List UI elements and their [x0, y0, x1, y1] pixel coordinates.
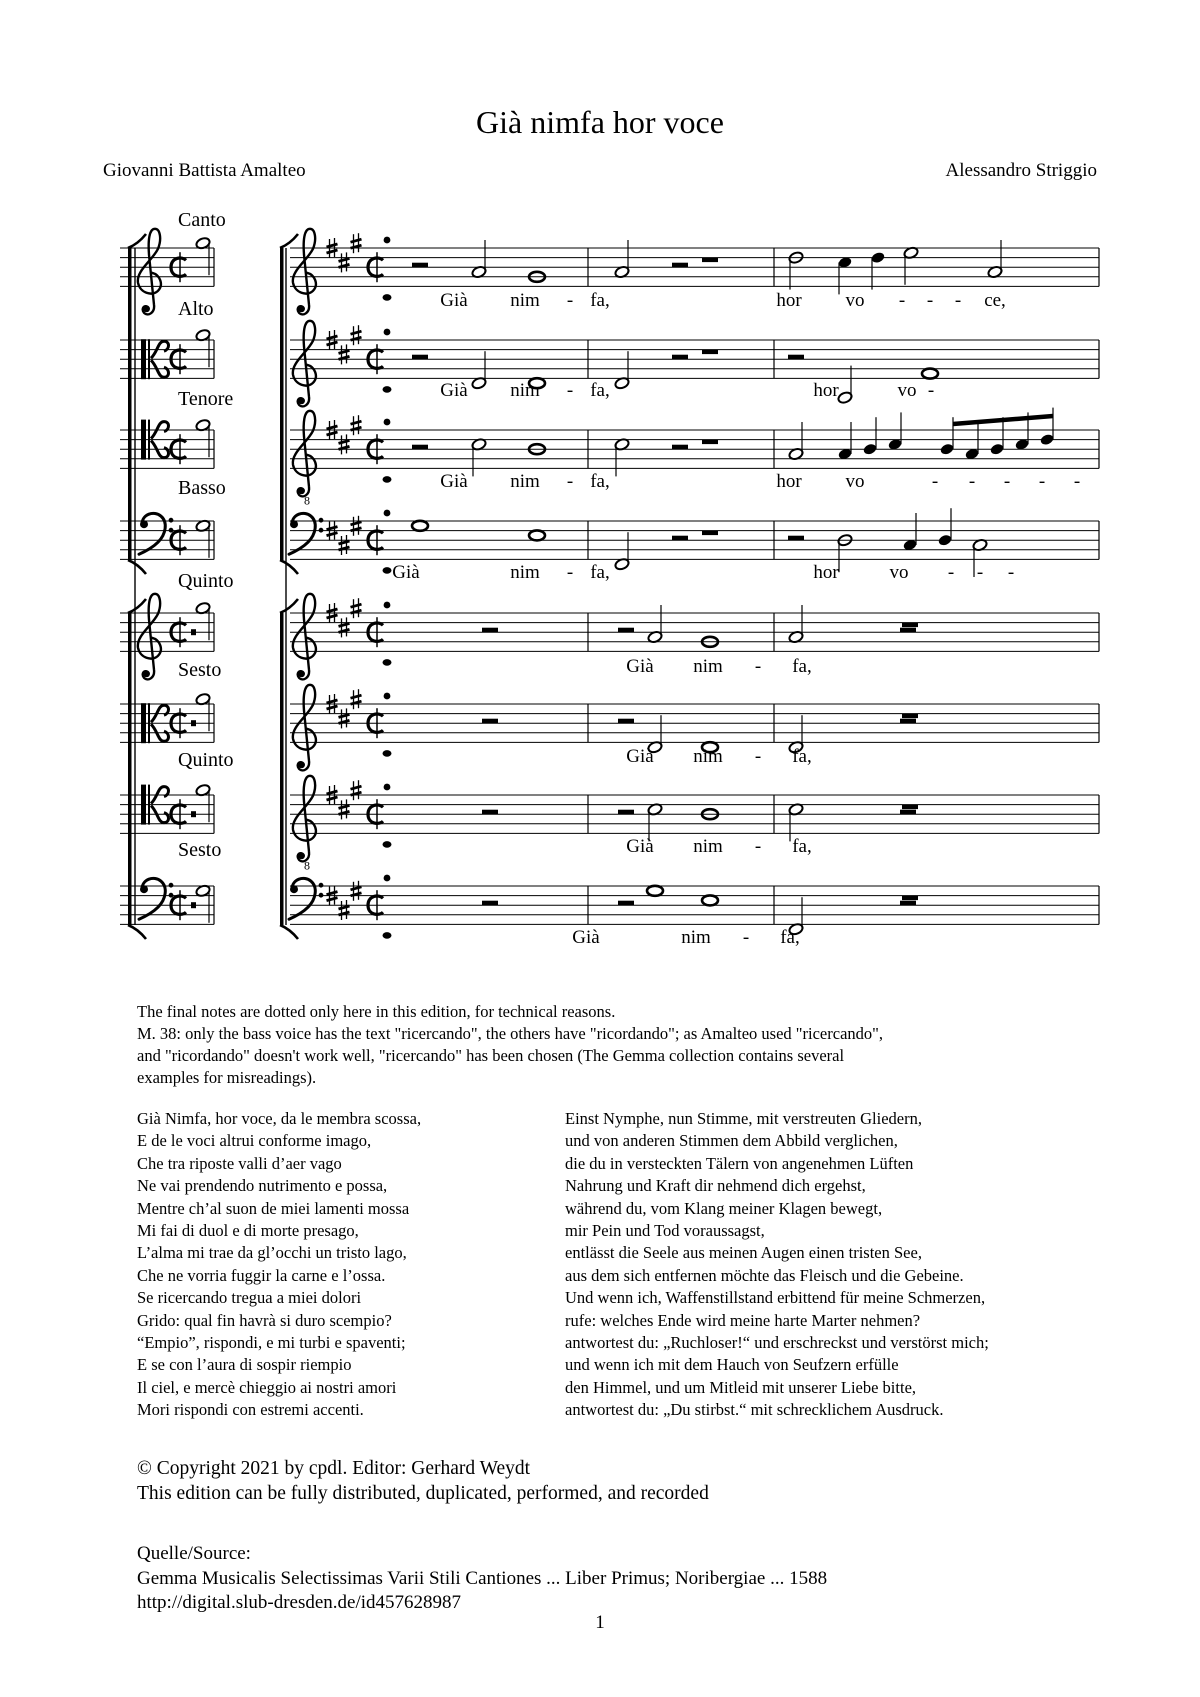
poem-line: aus dem sich entfernen möchte das Fleisch und die Gebeine.: [565, 1265, 964, 1285]
lyric-syllable: -: [931, 471, 939, 492]
voice-name-2: Alto: [178, 298, 214, 320]
lyric-syllable: -: [566, 290, 574, 311]
staff-3: [120, 411, 1099, 508]
rest: [482, 901, 498, 906]
lyric-syllable: fa,: [590, 471, 610, 492]
lyric-syllable: -: [1073, 471, 1081, 492]
sharp-icon: [339, 708, 350, 728]
copyright: © Copyright 2021 by cpdl. Editor: Gerhard Weydt: [137, 1458, 531, 1479]
rest: [672, 355, 688, 360]
lyric-syllable: -: [968, 471, 976, 492]
voice-name-1: Canto: [178, 209, 226, 231]
poem-line: “Empio”, rispondi, e mi turbi e spaventi;: [137, 1333, 406, 1353]
lyric-syllable: nim: [693, 746, 723, 767]
poem-line: Se ricercando tregua a miei dolori: [137, 1288, 362, 1308]
lyric-syllable: ce,: [984, 290, 1006, 311]
rest: [900, 810, 916, 815]
rest: [902, 805, 918, 810]
lyric-syllable: nim: [510, 562, 540, 583]
sharp-icon: [351, 598, 362, 618]
poem-german: [565, 1108, 989, 1422]
sharp-icon: [351, 233, 362, 253]
lyric-syllable: fa,: [792, 836, 812, 857]
copyright-block: [137, 1456, 709, 1506]
editorial-note: The final notes are dotted only here in this edition, for technical reasons.: [137, 1002, 616, 1021]
poem-italian: [137, 1108, 421, 1422]
sharp-icon: [351, 325, 362, 345]
treble-clef-icon: [138, 229, 161, 315]
source-label: Quelle/Source:: [137, 1543, 251, 1564]
quarter-note: [862, 443, 877, 456]
rest: [902, 896, 918, 901]
treble-clef-icon: [293, 321, 316, 407]
rest: [618, 901, 634, 906]
sharp-icon: [339, 252, 350, 272]
editorial-notes: [137, 1001, 1077, 1089]
treble-clef-icon: [293, 685, 316, 771]
rest: [412, 355, 428, 360]
octave-eight: 8: [304, 493, 310, 508]
rest: [702, 531, 718, 536]
poem-line: Che tra riposte valli d’aer vago: [137, 1153, 342, 1173]
voice-name-4: Basso: [178, 477, 226, 499]
lyric-syllable: hor: [813, 562, 839, 583]
lyric-syllable: -: [954, 290, 962, 311]
poem-line: Il ciel, e mercè chieggio ai nostri amori: [137, 1377, 397, 1397]
poem-line: entlässt die Seele aus meinen Augen einen tristen See,: [565, 1243, 922, 1263]
lyric-syllable: nim: [693, 656, 723, 677]
lyric-syllable: Già: [626, 656, 654, 677]
lyric-syllable: nim: [693, 836, 723, 857]
quarter-note: [937, 534, 952, 547]
rest: [702, 440, 718, 445]
quarter-note: [939, 443, 954, 456]
lyric-syllable: -: [976, 562, 984, 583]
lyric-syllable: -: [566, 562, 574, 583]
rest: [482, 810, 498, 815]
rest: [618, 719, 634, 724]
poem-line: Grido: qual fin havrà si duro scempio?: [137, 1310, 392, 1330]
lyric-syllable: Già: [440, 471, 468, 492]
lyric-syllable: -: [1038, 471, 1046, 492]
rest: [902, 714, 918, 719]
rest: [482, 719, 498, 724]
lyric-syllable: Già: [440, 290, 468, 311]
bass-clef-icon: [139, 513, 173, 554]
poem-line: Und wenn ich, Waffenstillstand erbittend für meine Schmerzen,: [565, 1288, 986, 1308]
sharp-icon: [339, 900, 350, 920]
staff-6: [120, 685, 1099, 771]
lyric-syllable: Già: [572, 927, 600, 948]
treble-clef-icon: [293, 594, 316, 680]
lyric-syllable: -: [754, 656, 762, 677]
lyric-syllable: fa,: [780, 927, 800, 948]
voice-name-8: Sesto: [178, 839, 222, 861]
poem-line: mir Pein und Tod voraussagst,: [565, 1221, 765, 1241]
sharp-icon: [339, 434, 350, 454]
lyric-syllable: -: [566, 380, 574, 401]
poem-line: Nahrung und Kraft dir nehmend dich ergehst,: [565, 1176, 866, 1196]
score-title: Già nimfa hor voce: [476, 104, 724, 140]
rest: [672, 263, 688, 268]
page-number: 1: [595, 1612, 605, 1633]
poem-line: Già Nimfa, hor voce, da le membra scossa,: [137, 1109, 422, 1128]
lyric-syllable: -: [754, 746, 762, 767]
quarter-note: [870, 251, 885, 264]
rest: [900, 719, 916, 724]
editorial-note: M. 38: only the bass voice has the text "ricercando", the others have "ricordando"; as Amalteo used "ricercando",: [137, 1024, 884, 1043]
octave-eight: 8: [304, 858, 310, 873]
lyric-syllable: -: [926, 290, 934, 311]
rest: [902, 623, 918, 628]
sharp-icon: [351, 780, 362, 800]
poem-line: Ne vai prendendo nutrimento e possa,: [137, 1176, 388, 1196]
lyric-syllable: -: [1007, 562, 1015, 583]
staff-7: [120, 776, 1099, 873]
lyric-syllable: vo: [889, 562, 909, 583]
lyric-syllable: Già: [626, 746, 654, 767]
lyric-syllable: fa,: [792, 656, 812, 677]
bass-clef-icon: [289, 513, 323, 554]
rest: [482, 628, 498, 633]
poem-line: den Himmel, und um Mitleid mit unserer Liebe bitte,: [565, 1377, 917, 1397]
poem-line: E se con l’aura di sospir riempio: [137, 1355, 352, 1375]
quarter-note: [1039, 433, 1054, 446]
sharp-icon: [351, 415, 362, 435]
source-url[interactable]: http://digital.slub-dresden.de/id457628987: [137, 1592, 462, 1613]
bass-clef-icon: [139, 878, 173, 919]
rest: [618, 810, 634, 815]
whole-note: [529, 530, 545, 540]
editorial-note: examples for misreadings).: [137, 1068, 317, 1087]
voice-name-6: Sesto: [178, 659, 222, 681]
rest: [618, 628, 634, 633]
lyric-syllable: nim: [510, 380, 540, 401]
lyric-syllable: hor: [776, 471, 802, 492]
lyric-syllable: fa,: [590, 290, 610, 311]
composer-name: Alessandro Striggio: [945, 160, 1097, 181]
poem-line: Mi fai di duol e di morte presago,: [137, 1221, 359, 1241]
lyric-syllable: fa,: [590, 380, 610, 401]
lyric-syllable: vo: [845, 471, 865, 492]
lyric-syllable: vo: [845, 290, 865, 311]
poem-line: die du in versteckten Tälern von angenehmen Lüften: [565, 1153, 914, 1173]
whole-note: [922, 369, 938, 379]
lyric-syllable: -: [742, 927, 750, 948]
lyric-syllable: Già: [440, 380, 468, 401]
sharp-icon: [339, 344, 350, 364]
whole-note: [412, 521, 428, 531]
lyric-syllable: -: [898, 290, 906, 311]
rest: [672, 536, 688, 541]
sharp-icon: [339, 535, 350, 555]
lyric-syllable: -: [927, 380, 935, 401]
poem-line: und von anderen Stimmen dem Abbild verglichen,: [565, 1131, 898, 1151]
source-block: [137, 1542, 827, 1616]
lyric-syllable: -: [947, 562, 955, 583]
lyric-syllable: vo: [897, 380, 917, 401]
sharp-icon: [339, 617, 350, 637]
rest: [788, 355, 804, 360]
lyric-syllable: nim: [510, 471, 540, 492]
whole-note: [647, 886, 663, 896]
treble-clef-icon: [293, 411, 316, 497]
sharp-icon: [339, 799, 350, 819]
quarter-note: [989, 443, 1004, 456]
voice-name-5: Quinto: [178, 570, 234, 592]
lyric-syllable: nim: [510, 290, 540, 311]
lyric-syllable: -: [1003, 471, 1011, 492]
voice-name-3: Tenore: [178, 388, 234, 410]
poem-line: Mentre ch’al suon de miei lamenti mossa: [137, 1198, 410, 1218]
poem-line: antwortest du: „Ruchloser!“ und erschreckst und verstörst mich;: [565, 1333, 989, 1353]
rest: [900, 628, 916, 633]
rest: [900, 901, 916, 906]
poet-name: Giovanni Battista Amalteo: [103, 160, 306, 181]
poem-line: L’alma mi trae da gl’occhi un tristo lago,: [137, 1243, 407, 1263]
sharp-icon: [351, 881, 362, 901]
rest: [412, 445, 428, 450]
rest: [788, 536, 804, 541]
poem-line: und wenn ich mit dem Hauch von Seufzern erfülle: [565, 1355, 899, 1375]
lyric-syllable: -: [754, 836, 762, 857]
rest: [412, 263, 428, 268]
lyric-syllable: hor: [813, 380, 839, 401]
source-title: Gemma Musicalis Selectissimas Varii Stili Cantiones ... Liber Primus; Noribergiae ... 1588: [137, 1567, 828, 1589]
poem-line: E de le voci altrui conforme imago,: [137, 1131, 372, 1151]
poem-line: während du, vom Klang meiner Klagen bewegt,: [565, 1198, 883, 1218]
lyric-syllable: fa,: [792, 746, 812, 767]
lyric-syllable: -: [566, 471, 574, 492]
notes-layer: [412, 240, 1055, 936]
staff-8: [120, 875, 1099, 939]
rest: [702, 258, 718, 263]
bass-clef-icon: [289, 878, 323, 919]
poem-line: rufe: welches Ende wird meine harte Marter nehmen?: [565, 1310, 921, 1330]
poem-line: Mori rispondi con estremi accenti.: [137, 1400, 364, 1420]
poem-line: Einst Nymphe, nun Stimme, mit verstreuten Gliedern,: [565, 1109, 922, 1128]
sharp-icon: [351, 516, 362, 536]
treble-clef-icon: [138, 594, 161, 680]
treble-clef-icon: [293, 229, 316, 315]
editorial-note: and "ricordando" doesn't work well, "ricercando" has been chosen (The Gemma collection contains several: [137, 1046, 845, 1065]
whole-note: [702, 895, 718, 905]
lyric-syllable: Già: [392, 562, 420, 583]
sharp-icon: [351, 689, 362, 709]
rest: [702, 350, 718, 355]
lyric-syllable: fa,: [590, 562, 610, 583]
staff-5: [120, 594, 1099, 680]
lyric-syllable: nim: [681, 927, 711, 948]
voice-name-7: Quinto: [178, 749, 234, 771]
license: This edition can be fully distributed, duplicated, performed, and recorded: [137, 1483, 709, 1504]
treble-clef-icon: [293, 776, 316, 862]
lyric-syllable: hor: [776, 290, 802, 311]
poem-line: Che ne vorria fuggir la carne e l’ossa.: [137, 1265, 386, 1285]
poem-line: antwortest du: „Du stirbst.“ mit schrecklichem Ausdruck.: [565, 1400, 944, 1420]
rest: [672, 445, 688, 450]
lyric-syllable: Già: [626, 836, 654, 857]
